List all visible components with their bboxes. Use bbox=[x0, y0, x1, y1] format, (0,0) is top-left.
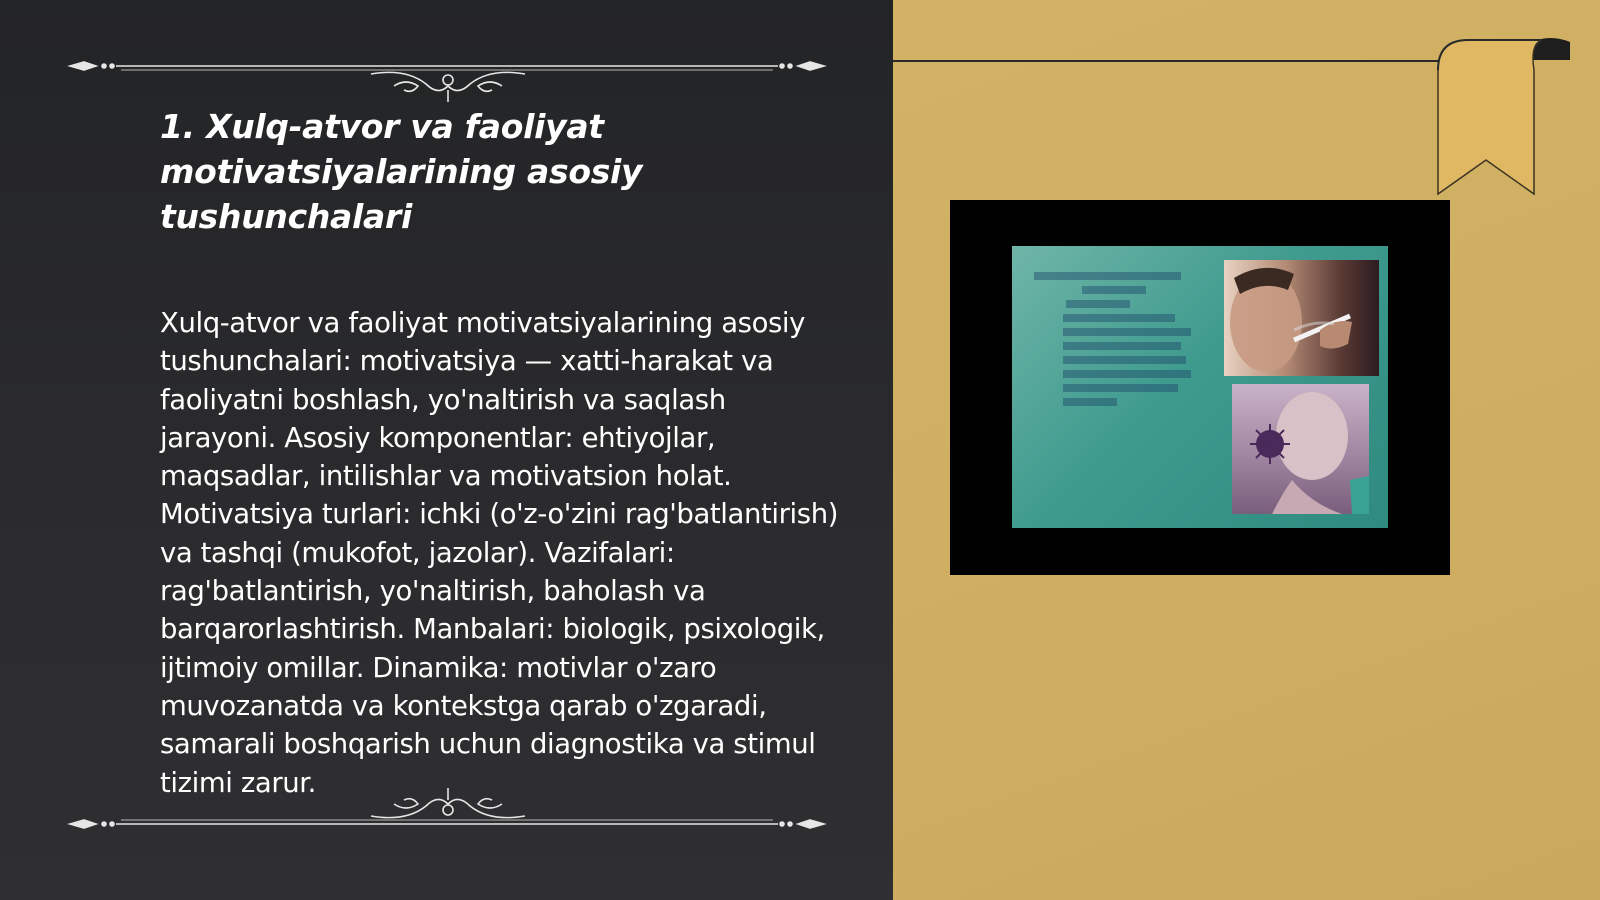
horizontal-rule bbox=[893, 60, 1438, 62]
embedded-slide-image bbox=[950, 200, 1450, 575]
blurred-text-block bbox=[1034, 266, 1194, 411]
person-coughing-photo bbox=[1232, 384, 1369, 514]
inner-slide-thumbnail bbox=[1012, 246, 1388, 528]
bookmark-ribbon-icon bbox=[1430, 30, 1600, 205]
smoker-photo bbox=[1224, 260, 1379, 376]
top-decorative-divider-icon bbox=[66, 50, 828, 110]
slide-body-text: Xulq-atvor va faoliyat motivatsiyalarining asosiy tushunchalari: motivatsiya — xatti-harakat va faoliyatni boshlash, yo'naltirish va saqlash jarayoni. Asosiy komponentlar: ehtiyojlar, maqsadlar, intilishlar va motivatsion holat. Motivatsiya turlari: ichki (o'z-o'zini rag'batlantirish) va tashqi (mukofot, jazolar). Vazifalari: rag'batlantirish, yo'naltirish, baholash va barqarorlashtirish. Manbalari: biologik, psixologik, ijtimoiy omillar. Dinamika: motivlar o'zaro muvozanatda va kontekstga qarab o'zgaradi, samarali boshqarish uchun diagnostika va stimul tizimi zarur. bbox=[160, 307, 839, 799]
bottom-decorative-divider-icon bbox=[66, 780, 828, 840]
slide-title: 1. Xulq-atvor va faoliyat motivatsiyalarining asosiy tushunchalari bbox=[160, 107, 643, 236]
